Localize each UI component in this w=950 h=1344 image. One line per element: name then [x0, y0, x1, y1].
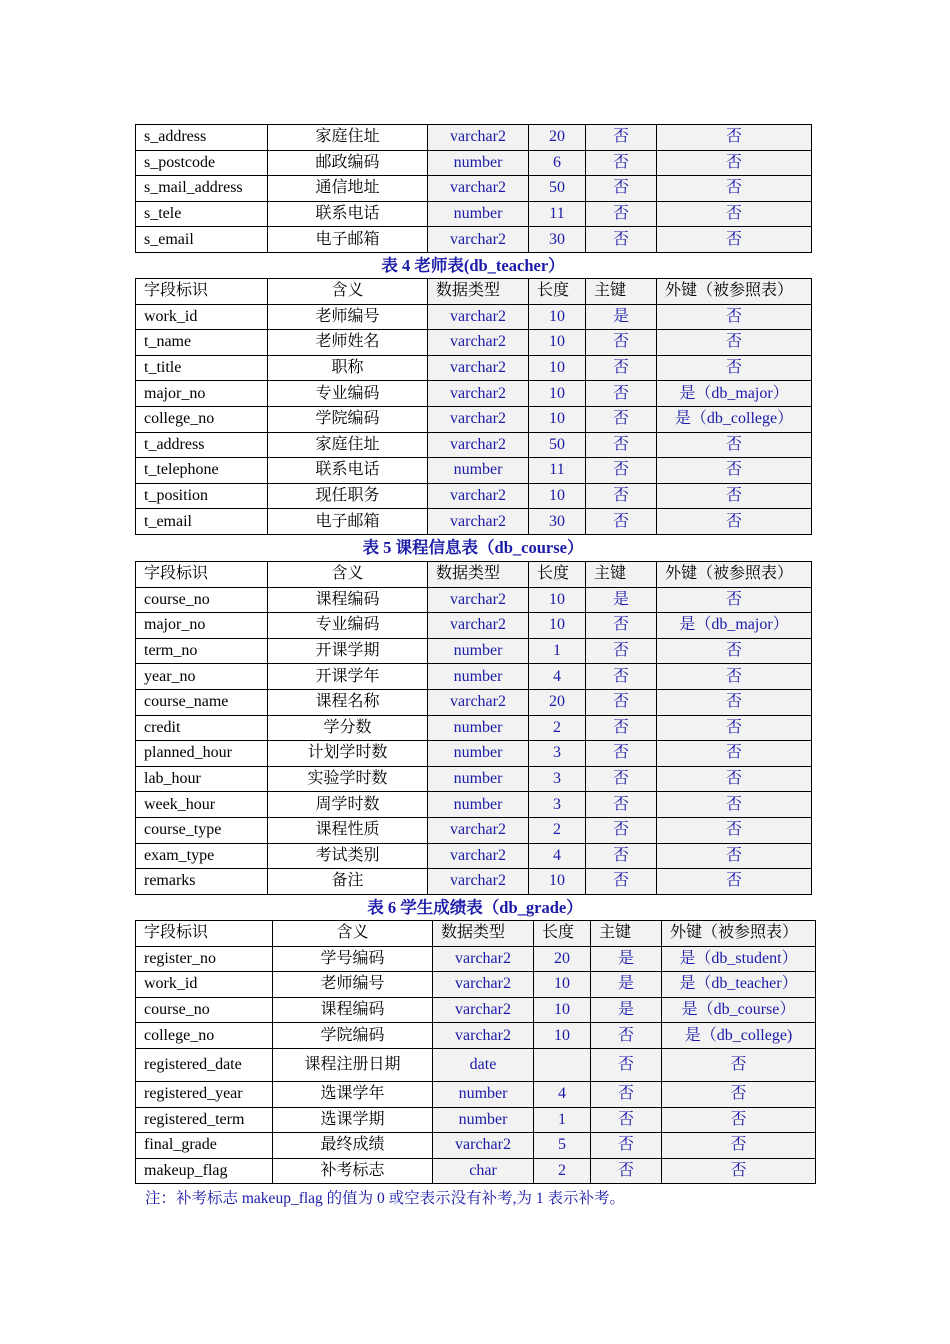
cell-field-id: register_no — [136, 946, 273, 972]
cell-meaning: 电子邮箱 — [268, 227, 428, 253]
cell-field-id: t_email — [136, 509, 268, 535]
cell-foreign-key: 是（db_major） — [657, 381, 812, 407]
cell-foreign-key: 否 — [657, 125, 812, 151]
cell-foreign-key: 否 — [657, 792, 812, 818]
cell-data-type: varchar2 — [433, 972, 534, 998]
cell-foreign-key: 否 — [662, 1133, 816, 1159]
cell-data-type: number — [428, 458, 529, 484]
cell-data-type: varchar2 — [433, 1023, 534, 1049]
cell-data-type: varchar2 — [428, 355, 529, 381]
cell-length: 2 — [529, 817, 586, 843]
table-header-row — [136, 921, 816, 947]
cell-data-type: number — [428, 792, 529, 818]
cell-foreign-key: 否 — [657, 509, 812, 535]
cell-meaning: 学号编码 — [273, 946, 433, 972]
table-header-row — [136, 562, 812, 588]
table-row — [136, 1158, 816, 1184]
cell-foreign-key: 否 — [662, 1107, 816, 1133]
cell-length: 10 — [534, 997, 591, 1023]
cell-field-id: course_no — [136, 997, 273, 1023]
cell-primary-key: 否 — [586, 638, 657, 664]
cell-meaning: 备注 — [268, 869, 428, 895]
cell-field-id: course_no — [136, 587, 268, 613]
cell-field-id: makeup_flag — [136, 1158, 273, 1184]
table-row — [136, 1107, 816, 1133]
cell-meaning: 家庭住址 — [268, 432, 428, 458]
table-row — [136, 689, 812, 715]
cell-data-type: varchar2 — [428, 509, 529, 535]
cell-foreign-key: 否 — [657, 176, 812, 202]
table-row — [136, 946, 816, 972]
table-row — [136, 741, 812, 767]
cell-foreign-key: 否 — [657, 227, 812, 253]
cell-meaning: 家庭住址 — [268, 125, 428, 151]
table-row — [136, 509, 812, 535]
cell-length: 10 — [529, 355, 586, 381]
cell-length: 2 — [529, 715, 586, 741]
cell-data-type: varchar2 — [428, 125, 529, 151]
cell-data-type: varchar2 — [428, 176, 529, 202]
cell-foreign-key: 否 — [662, 1048, 816, 1081]
cell-meaning: 联系电话 — [268, 458, 428, 484]
cell-field-id: s_mail_address — [136, 176, 268, 202]
cell-field-id: credit — [136, 715, 268, 741]
cell-data-type: number — [433, 1081, 534, 1107]
header-meaning: 含义 — [268, 279, 428, 305]
cell-field-id: major_no — [136, 381, 268, 407]
cell-data-type: varchar2 — [428, 843, 529, 869]
cell-foreign-key: 否 — [657, 843, 812, 869]
header-foreign-key: 外键（被参照表） — [662, 921, 816, 947]
table-row — [136, 869, 812, 895]
cell-primary-key: 否 — [586, 355, 657, 381]
cell-length: 4 — [529, 843, 586, 869]
cell-length: 10 — [529, 330, 586, 356]
header-primary-key: 主键 — [586, 562, 657, 588]
cell-foreign-key: 是（db_teacher） — [662, 972, 816, 998]
header-length: 长度 — [534, 921, 591, 947]
cell-foreign-key: 否 — [657, 150, 812, 176]
header-data-type: 数据类型 — [428, 562, 529, 588]
cell-length: 6 — [529, 150, 586, 176]
cell-data-type: number — [428, 150, 529, 176]
cell-field-id: registered_year — [136, 1081, 273, 1107]
header-foreign-key: 外键（被参照表） — [657, 562, 812, 588]
cell-length: 10 — [534, 972, 591, 998]
cell-foreign-key: 是（db_college） — [657, 406, 812, 432]
cell-data-type: number — [428, 201, 529, 227]
cell-length — [534, 1048, 591, 1081]
cell-length: 4 — [529, 664, 586, 690]
table-row — [136, 792, 812, 818]
cell-field-id: college_no — [136, 406, 268, 432]
header-field-id: 字段标识 — [136, 921, 273, 947]
cell-foreign-key: 否 — [657, 355, 812, 381]
cell-meaning: 现任职务 — [268, 483, 428, 509]
table-row — [136, 176, 812, 202]
grade-table — [135, 920, 816, 1184]
cell-meaning: 学分数 — [268, 715, 428, 741]
cell-field-id: final_grade — [136, 1133, 273, 1159]
cell-primary-key: 否 — [586, 792, 657, 818]
table-header-row — [136, 279, 812, 305]
cell-meaning: 老师编号 — [273, 972, 433, 998]
cell-primary-key: 否 — [586, 432, 657, 458]
cell-primary-key: 否 — [586, 176, 657, 202]
cell-primary-key: 否 — [591, 1048, 662, 1081]
cell-meaning: 开课学期 — [268, 638, 428, 664]
cell-primary-key: 否 — [586, 201, 657, 227]
cell-length: 3 — [529, 766, 586, 792]
cell-field-id: registered_date — [136, 1048, 273, 1081]
makeup-flag-note: 注：补考标志 makeup_flag 的值为 0 或空表示没有补考,为 1 表示补考。 — [145, 1190, 626, 1207]
cell-foreign-key: 否 — [657, 432, 812, 458]
cell-meaning: 选课学年 — [273, 1081, 433, 1107]
header-field-id: 字段标识 — [136, 562, 268, 588]
cell-data-type: varchar2 — [428, 406, 529, 432]
cell-meaning: 学院编码 — [268, 406, 428, 432]
table-row — [136, 1133, 816, 1159]
cell-primary-key: 否 — [586, 406, 657, 432]
table-row — [136, 587, 812, 613]
cell-primary-key: 否 — [591, 1023, 662, 1049]
cell-foreign-key: 否 — [662, 1081, 816, 1107]
cell-primary-key: 否 — [586, 330, 657, 356]
cell-primary-key: 是 — [591, 972, 662, 998]
cell-meaning: 选课学期 — [273, 1107, 433, 1133]
cell-data-type: varchar2 — [428, 432, 529, 458]
cell-field-id: work_id — [136, 304, 268, 330]
cell-data-type: varchar2 — [428, 330, 529, 356]
cell-data-type: number — [428, 715, 529, 741]
table-row — [136, 664, 812, 690]
cell-primary-key: 否 — [586, 664, 657, 690]
cell-meaning: 实验学时数 — [268, 766, 428, 792]
cell-foreign-key: 是（db_course） — [662, 997, 816, 1023]
cell-data-type: varchar2 — [428, 869, 529, 895]
cell-length: 4 — [534, 1081, 591, 1107]
cell-field-id: s_email — [136, 227, 268, 253]
cell-primary-key: 否 — [586, 150, 657, 176]
cell-meaning: 职称 — [268, 355, 428, 381]
cell-foreign-key: 否 — [657, 741, 812, 767]
cell-foreign-key: 是（db_major） — [657, 613, 812, 639]
cell-primary-key: 否 — [591, 1158, 662, 1184]
header-data-type: 数据类型 — [428, 279, 529, 305]
cell-data-type: varchar2 — [428, 613, 529, 639]
cell-length: 30 — [529, 227, 586, 253]
cell-data-type: varchar2 — [428, 304, 529, 330]
header-length: 长度 — [529, 562, 586, 588]
cell-primary-key: 是 — [591, 946, 662, 972]
cell-meaning: 联系电话 — [268, 201, 428, 227]
student-table-continued — [135, 124, 812, 253]
cell-meaning: 补考标志 — [273, 1158, 433, 1184]
table-row — [136, 638, 812, 664]
cell-field-id: exam_type — [136, 843, 268, 869]
cell-meaning: 课程名称 — [268, 689, 428, 715]
cell-data-type: number — [428, 664, 529, 690]
cell-meaning: 课程性质 — [268, 817, 428, 843]
cell-field-id: t_position — [136, 483, 268, 509]
cell-meaning: 周学时数 — [268, 792, 428, 818]
cell-field-id: lab_hour — [136, 766, 268, 792]
cell-primary-key: 否 — [591, 1081, 662, 1107]
table-row — [136, 1023, 816, 1049]
cell-field-id: s_tele — [136, 201, 268, 227]
cell-meaning: 课程注册日期 — [273, 1048, 433, 1081]
cell-primary-key: 是 — [586, 587, 657, 613]
cell-foreign-key: 否 — [657, 689, 812, 715]
cell-primary-key: 否 — [586, 509, 657, 535]
cell-meaning: 开课学年 — [268, 664, 428, 690]
cell-primary-key: 否 — [586, 741, 657, 767]
table-row — [136, 458, 812, 484]
table-row — [136, 406, 812, 432]
cell-length: 20 — [529, 125, 586, 151]
cell-primary-key: 否 — [586, 843, 657, 869]
cell-length: 50 — [529, 176, 586, 202]
cell-meaning: 课程编码 — [268, 587, 428, 613]
cell-length: 5 — [534, 1133, 591, 1159]
cell-meaning: 通信地址 — [268, 176, 428, 202]
cell-foreign-key: 否 — [657, 715, 812, 741]
table-row — [136, 381, 812, 407]
table6-caption: 表 6 学生成绩表（db_grade） — [367, 898, 583, 917]
cell-primary-key: 否 — [586, 613, 657, 639]
cell-foreign-key: 否 — [657, 483, 812, 509]
header-primary-key: 主键 — [586, 279, 657, 305]
cell-length: 30 — [529, 509, 586, 535]
cell-primary-key: 否 — [591, 1107, 662, 1133]
table-row — [136, 201, 812, 227]
cell-field-id: term_no — [136, 638, 268, 664]
table-row — [136, 304, 812, 330]
table-row — [136, 330, 812, 356]
cell-length: 10 — [529, 483, 586, 509]
table-row — [136, 355, 812, 381]
table-row — [136, 483, 812, 509]
cell-data-type: varchar2 — [428, 483, 529, 509]
cell-data-type: varchar2 — [428, 689, 529, 715]
table-row — [136, 715, 812, 741]
cell-primary-key: 否 — [586, 458, 657, 484]
cell-field-id: week_hour — [136, 792, 268, 818]
cell-field-id: t_title — [136, 355, 268, 381]
cell-foreign-key: 否 — [657, 638, 812, 664]
cell-data-type: number — [428, 638, 529, 664]
cell-data-type: date — [433, 1048, 534, 1081]
cell-meaning: 学院编码 — [273, 1023, 433, 1049]
cell-field-id: college_no — [136, 1023, 273, 1049]
cell-foreign-key: 否 — [657, 664, 812, 690]
table-row — [136, 125, 812, 151]
cell-foreign-key: 否 — [657, 587, 812, 613]
header-meaning: 含义 — [273, 921, 433, 947]
cell-foreign-key: 否 — [657, 304, 812, 330]
cell-meaning: 计划学时数 — [268, 741, 428, 767]
cell-field-id: s_address — [136, 125, 268, 151]
cell-data-type: number — [428, 766, 529, 792]
table4-caption: 表 4 老师表(db_teacher） — [381, 256, 565, 275]
table-row — [136, 972, 816, 998]
cell-length: 3 — [529, 792, 586, 818]
cell-field-id: t_name — [136, 330, 268, 356]
cell-meaning: 邮政编码 — [268, 150, 428, 176]
cell-data-type: number — [428, 741, 529, 767]
cell-meaning: 专业编码 — [268, 381, 428, 407]
cell-meaning: 老师编号 — [268, 304, 428, 330]
cell-primary-key: 否 — [586, 125, 657, 151]
cell-foreign-key: 否 — [657, 817, 812, 843]
cell-data-type: char — [433, 1158, 534, 1184]
cell-meaning: 考试类别 — [268, 843, 428, 869]
cell-length: 50 — [529, 432, 586, 458]
cell-length: 2 — [534, 1158, 591, 1184]
cell-data-type: varchar2 — [433, 946, 534, 972]
header-data-type: 数据类型 — [433, 921, 534, 947]
table-row — [136, 1081, 816, 1107]
cell-field-id: registered_term — [136, 1107, 273, 1133]
table-row — [136, 432, 812, 458]
cell-length: 11 — [529, 458, 586, 484]
cell-data-type: varchar2 — [433, 997, 534, 1023]
cell-foreign-key: 是（db_college) — [662, 1023, 816, 1049]
table-row — [136, 817, 812, 843]
cell-primary-key: 否 — [586, 869, 657, 895]
table-row — [136, 227, 812, 253]
cell-length: 10 — [529, 406, 586, 432]
table-row — [136, 1048, 816, 1081]
cell-length: 1 — [529, 638, 586, 664]
cell-foreign-key: 否 — [662, 1158, 816, 1184]
cell-data-type: varchar2 — [428, 227, 529, 253]
table-row — [136, 997, 816, 1023]
cell-length: 20 — [529, 689, 586, 715]
cell-primary-key: 否 — [586, 381, 657, 407]
cell-foreign-key: 否 — [657, 201, 812, 227]
cell-data-type: number — [433, 1107, 534, 1133]
cell-meaning: 专业编码 — [268, 613, 428, 639]
table5-caption: 表 5 课程信息表（db_course） — [362, 538, 584, 557]
cell-primary-key: 否 — [586, 227, 657, 253]
cell-field-id: planned_hour — [136, 741, 268, 767]
cell-length: 10 — [534, 1023, 591, 1049]
cell-field-id: t_telephone — [136, 458, 268, 484]
cell-field-id: remarks — [136, 869, 268, 895]
header-meaning: 含义 — [268, 562, 428, 588]
cell-meaning: 最终成绩 — [273, 1133, 433, 1159]
header-length: 长度 — [529, 279, 586, 305]
cell-primary-key: 是 — [591, 997, 662, 1023]
header-foreign-key: 外键（被参照表） — [657, 279, 812, 305]
cell-data-type: varchar2 — [428, 817, 529, 843]
table-row — [136, 843, 812, 869]
cell-data-type: varchar2 — [433, 1133, 534, 1159]
cell-length: 20 — [534, 946, 591, 972]
cell-length: 10 — [529, 381, 586, 407]
table-row — [136, 613, 812, 639]
cell-foreign-key: 是（db_student） — [662, 946, 816, 972]
cell-length: 3 — [529, 741, 586, 767]
cell-field-id: year_no — [136, 664, 268, 690]
cell-primary-key: 否 — [586, 483, 657, 509]
cell-field-id: major_no — [136, 613, 268, 639]
cell-primary-key: 否 — [586, 766, 657, 792]
cell-meaning: 课程编码 — [273, 997, 433, 1023]
cell-length: 11 — [529, 201, 586, 227]
cell-primary-key: 否 — [586, 689, 657, 715]
cell-primary-key: 否 — [586, 715, 657, 741]
cell-foreign-key: 否 — [657, 458, 812, 484]
cell-meaning: 电子邮箱 — [268, 509, 428, 535]
cell-meaning: 老师姓名 — [268, 330, 428, 356]
cell-field-id: course_name — [136, 689, 268, 715]
cell-field-id: t_address — [136, 432, 268, 458]
cell-data-type: varchar2 — [428, 381, 529, 407]
table-row — [136, 766, 812, 792]
header-field-id: 字段标识 — [136, 279, 268, 305]
cell-length: 10 — [529, 613, 586, 639]
cell-field-id: s_postcode — [136, 150, 268, 176]
cell-foreign-key: 否 — [657, 330, 812, 356]
cell-primary-key: 是 — [586, 304, 657, 330]
cell-foreign-key: 否 — [657, 869, 812, 895]
cell-length: 10 — [529, 304, 586, 330]
cell-field-id: course_type — [136, 817, 268, 843]
cell-field-id: work_id — [136, 972, 273, 998]
table-row — [136, 150, 812, 176]
header-primary-key: 主键 — [591, 921, 662, 947]
course-table — [135, 561, 812, 895]
teacher-table — [135, 278, 812, 535]
cell-length: 1 — [534, 1107, 591, 1133]
cell-primary-key: 否 — [591, 1133, 662, 1159]
cell-primary-key: 否 — [586, 817, 657, 843]
cell-foreign-key: 否 — [657, 766, 812, 792]
cell-length: 10 — [529, 587, 586, 613]
cell-data-type: varchar2 — [428, 587, 529, 613]
cell-length: 10 — [529, 869, 586, 895]
